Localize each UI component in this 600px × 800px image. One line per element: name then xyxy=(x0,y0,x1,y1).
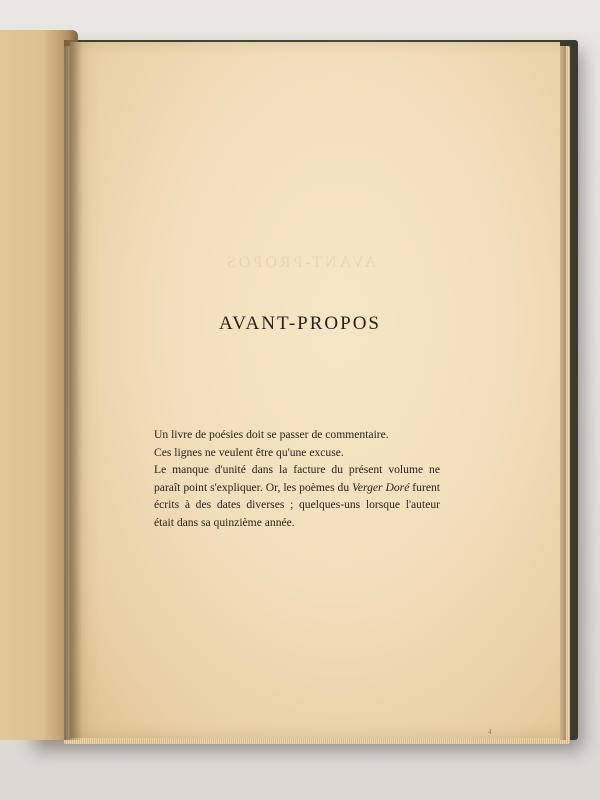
paragraph-1-line-1: Un livre de poésies doit se passer de commentaire. xyxy=(154,428,389,441)
right-page xyxy=(70,42,560,738)
show-through-title: AVANT-PROPOS xyxy=(223,254,377,271)
paragraph-2-text-b: furent écrits à des dates diverses ; quelques-uns lorsque l'auteur était dans sa quinzième année. xyxy=(154,480,440,529)
page-stack-edge xyxy=(560,46,566,740)
paragraph-2-text-a: Le manque d'unité dans la facture du présent volume ne paraît point s'expliquer. Or, les poèmes du xyxy=(154,463,440,494)
book-title-italic: Verger Doré xyxy=(352,480,410,494)
paragraph-1 xyxy=(154,426,440,461)
body-text xyxy=(154,426,440,531)
page-title: AVANT-PROPOS xyxy=(219,313,381,334)
paragraph-2 xyxy=(154,461,440,531)
paragraph-1-line-2: Ces lignes ne veulent être qu'une excuse. xyxy=(154,445,344,459)
book-gutter xyxy=(64,40,82,740)
page-number: 4 xyxy=(488,728,492,736)
